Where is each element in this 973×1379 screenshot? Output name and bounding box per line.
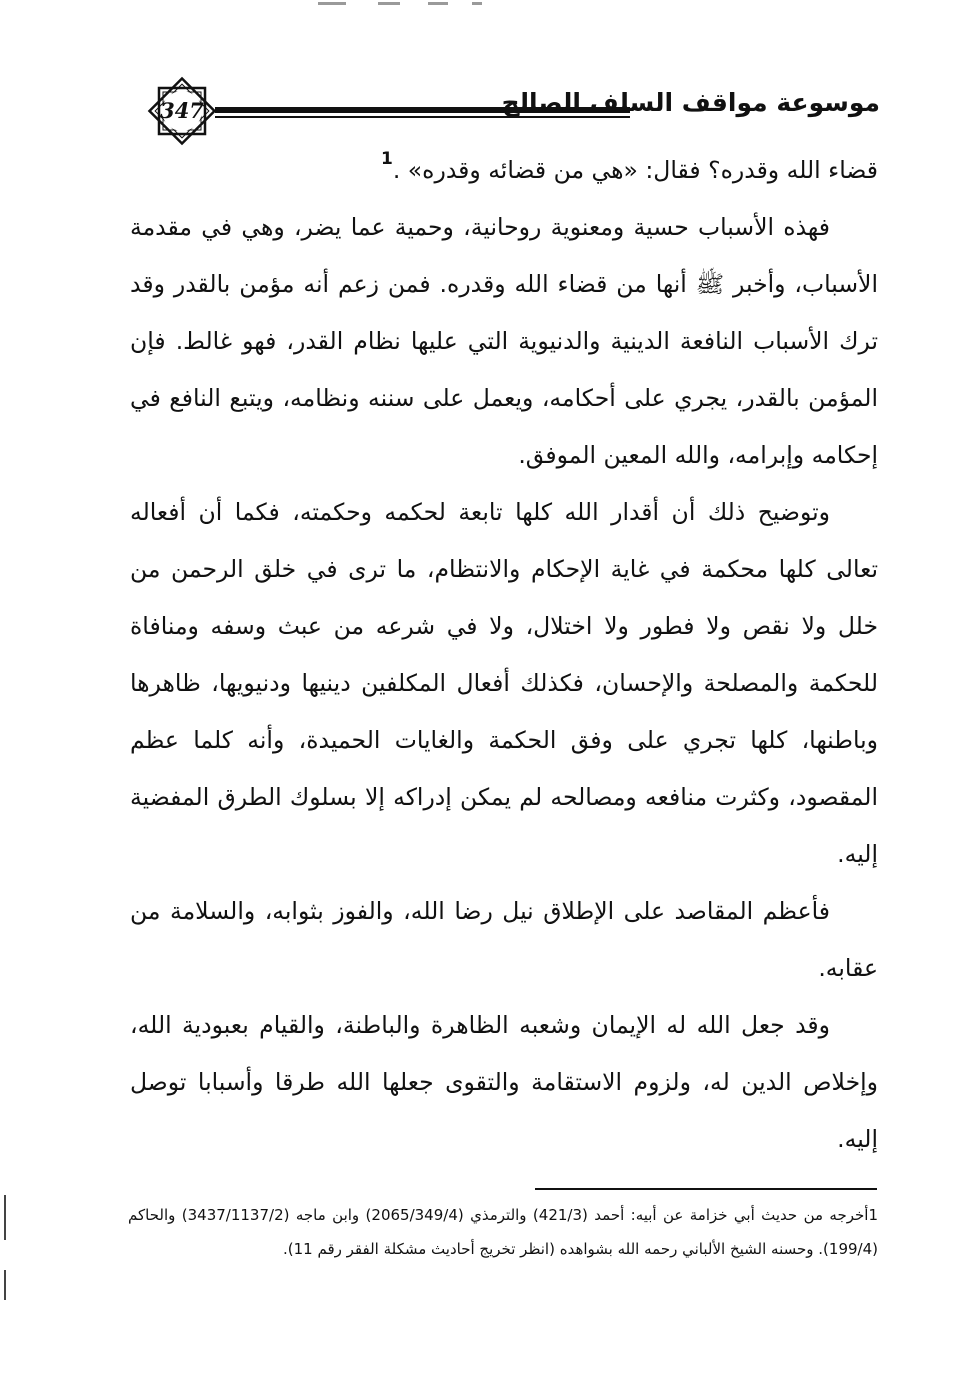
footnote-number: 1: [868, 1206, 879, 1224]
scan-marks: [300, 0, 520, 8]
main-text: [130, 142, 878, 1168]
page-number: 347: [160, 98, 204, 123]
paragraph-2: فهذه الأسباب حسية ومعنوية روحانية، وحمية عما يضر، وهي في مقدمة الأسباب، وأخبر ﷺ أنها من قضاء الله وقدره. فمن زعم أنه مؤمن بالقدر وقد ترك الأسباب النافعة الدينية والدنيوية التي عليها نظام القدر، فهو غالط. فإن المؤمن بالقدر، يجري على أحكامه، ويعمل على سننه ونظامه، ويتبع النافع في إحكامه وإبرامه، والله المعين الموفق.: [130, 213, 878, 469]
paragraph-3: وتوضيح ذلك أن أقدار الله كلها تابعة لحكمه وحكمته، فكما أن أفعاله تعالى كلها محكمة في غاية الإحكام والانتظام، ما ترى في خلق الرحمن من خلل ولا نقص ولا فطور ولا اختلال، ولا في شرعه من عبث وسفه ومنافاة للحكمة والمصلحة والإحسان، فكذلك أفعال المكلفين دينيها ودنيويها، ظاهرها وباطنها، كلها تجري على وفق الحكمة والغايات الحميدة، وأنه كلما عظم المقصود، وكثرت منافعه ومصالحه لم يمكن إدراكه إلا بسلوك الطرق المفضية إليه.: [130, 498, 878, 868]
paragraph-4: فأعظم المقاصد على الإطلاق نيل رضا الله، والفوز بثوابه، والسلامة من عقابه.: [130, 897, 878, 982]
footnote-1: [128, 1198, 878, 1266]
scan-margin-mark: [4, 1195, 6, 1240]
paragraph-5: وقد جعل الله له الإيمان وشعبه الظاهرة والباطنة، والقيام بعبودية الله، وإخلاص الدين له، ولزوم الاستقامة والتقوى جعلها الله طرقا وأسبابا توصل إليه.: [130, 1011, 878, 1153]
paragraph-1-text: قضاء الله وقدره؟ فقال: «هي من قضائه وقدره» .: [392, 156, 878, 184]
footnote-separator: [535, 1188, 877, 1190]
footnotes: [128, 1198, 878, 1266]
series-title: موسوعة مواقف السلف الصالح: [501, 88, 880, 117]
page-number-badge: [145, 74, 219, 148]
footnote-text: أخرجه من حديث أبي خزامة عن أبيه: أحمد (421/3) والترمذي (2065/349/4) وابن ماجه (3437/1137/2) والحاكم (199/4). وحسنه الشيخ الألباني رحمه الله بشواهده (انظر تخريج أحاديث مشكلة الفقر رقم 11).: [128, 1206, 878, 1258]
scan-margin-mark: [4, 1270, 6, 1300]
footnote-reference: 1: [381, 149, 393, 169]
paragraph-1: [130, 142, 878, 199]
